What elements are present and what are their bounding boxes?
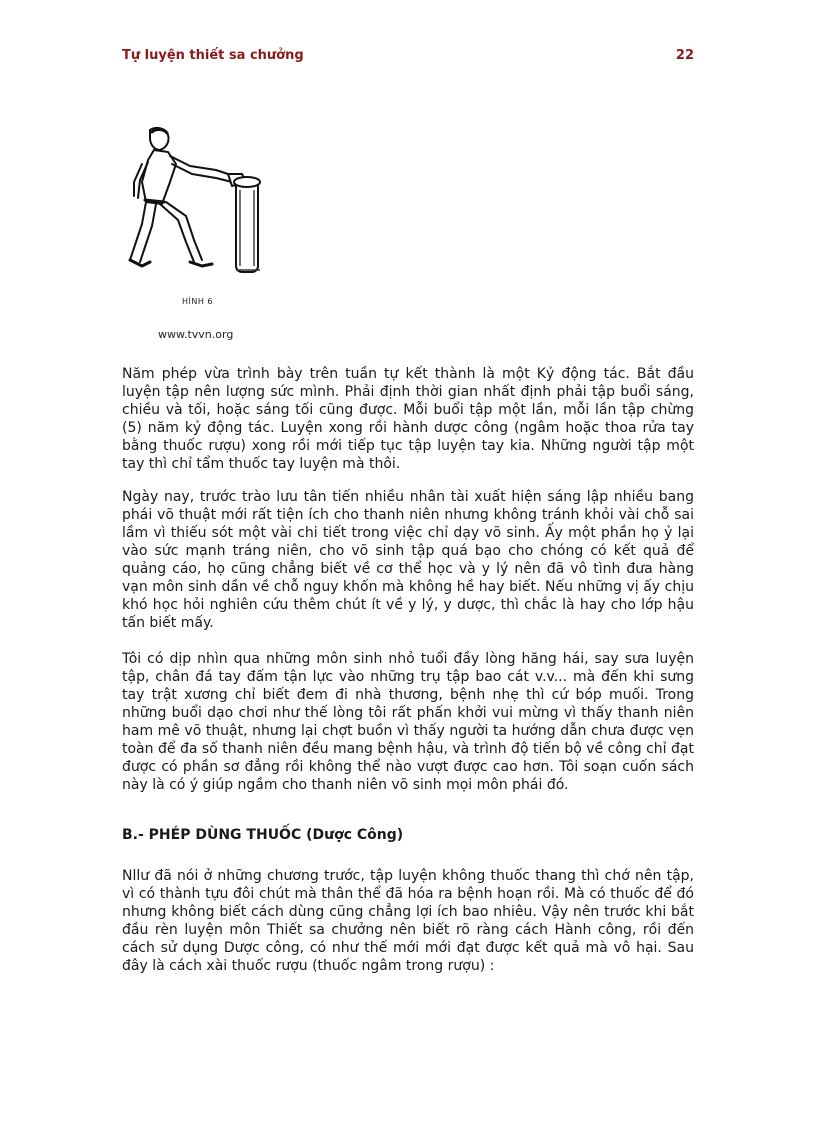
- page-number: 22: [675, 48, 694, 63]
- section-heading: B.- PHÉP DÙNG THUỐC (Dược Công): [122, 827, 404, 843]
- figure-caption: HÌNH 6: [182, 297, 214, 306]
- martial-arts-illustration: [128, 120, 278, 280]
- paragraph-3: Tôi có dịp nhìn qua những môn sinh nhỏ tuổi đầy lòng hăng hái, say sưa luyện tập, chân đá tay đấm tận lực vào những trụ tập bao cát v.v... mà đến khi sưng tay trật xương chỉ biết đem đi nhà thương, bệnh nhẹ thì cứ bóp muối. Trong những buổi dạo chơi như thế lòng tôi rất phấn khởi vui mừng vì thấy thanh niên ham mê võ thuật, nhưng lại chợt buồn vì thấy người ta hướng dẫn chưa được vẹn toàn để đa số thanh niên đều mang bệnh hậu, và trình độ tiến bộ về công chỉ đạt được có phần sơ đẳng rồi không thể nào vượt được cao hơn. Tôi soạn cuốn sách này là có ý giúp ngầm cho thanh niên võ sinh mọi môn phái đó.: [122, 651, 694, 793]
- man-striking-sandbag-drawing: [128, 120, 278, 280]
- section-paragraph: Nllư đã nói ở những chương trước, tập luyện không thuốc thang thì chớ nên tập, vì có thành tựu đôi chút mà thân thể đã hóa ra bệnh hoạn rồi. Mà có thuốc để đó nhưng không biết cách dùng cũng chẳng lợi ích bao nhiêu. Vậy nên trước khi bắt đầu rèn luyện môn Thiết sa chưởng nên biết rõ ràng cách Hành công, rồi đến cách sử dụng Dược công, có như thế mới mới đạt được kết quả mà vô hại. Sau đây là cách xài thuốc rượu (thuốc ngâm trong rượu) :: [122, 868, 694, 974]
- header-title: Tự luyện thiết sa chưởng: [122, 48, 304, 63]
- website-watermark: www.tvvn.org: [158, 328, 234, 341]
- paragraph-2: Ngày nay, trước trào lưu tân tiến nhiều nhân tài xuất hiện sáng lập nhiều bang phái võ thuật mới rất tiện ích cho thanh niên nhưng không tránh khỏi vài chỗ sai lầm vì thiếu sót một vài chi tiết trong việc chỉ dạy võ sinh. Ấy một phần họ ỷ lại vào sức mạnh tráng niên, cho võ sinh tập quá bạo cho chóng có kết quả để quảng cáo, họ cũng chẳng biết về cơ thể học và y lý nên đã vô tình đưa hàng vạn môn sinh dần về chỗ nguy khốn mà không hề hay biết. Nếu những vị ấy chịu khó học hỏi nghiên cứu thêm chút ít về y lý, y dược, thì chắc là hay cho lớp hậu tấn biết mấy.: [122, 489, 694, 631]
- page-header: [122, 48, 694, 66]
- paragraph-1: Năm phép vừa trình bày trên tuần tự kết thành là một Kỷ động tác. Bắt đầu luyện tập nên lượng sức mình. Phải định thời gian nhất định phải tập buổi sáng, chiều và tối, hoặc sáng tối cũng được. Mỗi buổi tập một lần, mỗi lần tập chừng (5) năm kỷ động tác. Luyện xong rồi hành dược công (ngâm hoặc thoa rửa tay bằng thuốc rượu) xong rồi mới tiếp tục tập luyện tay kia. Những người tập một tay thì chỉ tẩm thuốc tay luyện mà thôi.: [122, 366, 694, 472]
